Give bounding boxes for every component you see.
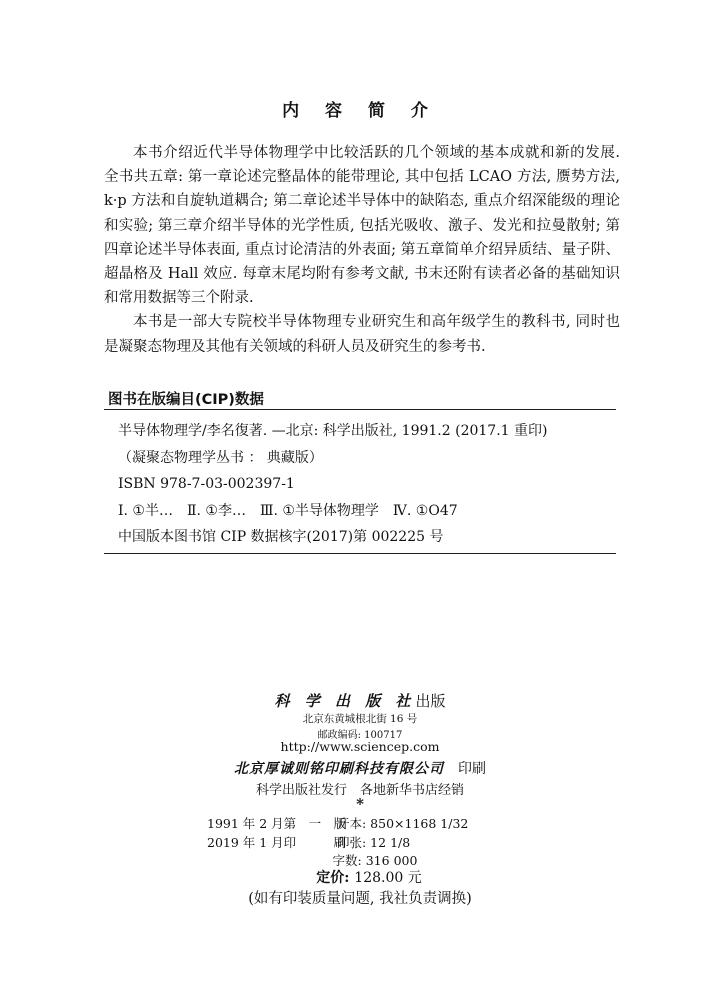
printer-name: 北京厚诚则铭印刷科技有限公司 xyxy=(234,761,444,777)
page-title: 内 容 简 介 xyxy=(282,101,438,121)
cip-line-title: 半导体物理学/李名復著. —北京: 科学出版社, 1991.2 (2017.1 重印) xyxy=(118,423,548,439)
cip-line-classification: Ⅰ. ①半… Ⅱ. ①李… Ⅲ. ①半导体物理学 Ⅳ. ①O47 xyxy=(118,502,458,519)
spec-row xyxy=(0,834,720,853)
price-value: 128.00 元 xyxy=(354,870,422,886)
cip-record xyxy=(118,418,547,551)
price-label: 定价: xyxy=(316,870,350,886)
edition-specs xyxy=(0,815,720,852)
publisher-line xyxy=(0,690,720,711)
printing-info: 2019 年 1 月印 刷 xyxy=(207,834,347,850)
publisher-address: 北京东黄城根北街 16 号 xyxy=(302,713,418,725)
publisher-suffix: 出版 xyxy=(415,692,446,710)
price-line xyxy=(0,867,720,887)
printer-suffix: 印刷 xyxy=(458,761,486,777)
cip-heading: 图书在版编目(CIP)数据 xyxy=(108,392,264,408)
cip-line-series: （凝聚态物理学丛书 ： 典藏版） xyxy=(118,449,323,466)
printer-line xyxy=(0,758,720,778)
format-info: 开本: 850×1168 1/32 xyxy=(337,816,469,831)
publisher-website: http://www.sciencep.com xyxy=(280,739,440,754)
summary-paragraph-2: 本书是一部大专院校半导体物理专业研究生和高年级学生的教科书, 同时也是凝聚态物理及其他有关领域的科研人员及研究生的参考书. xyxy=(104,314,620,355)
spec-row xyxy=(0,815,720,834)
content-summary xyxy=(104,141,620,359)
summary-paragraph-1: 本书介绍近代半导体物理学中比较活跃的几个领域的基本成就和新的发展. 全书共五章: 第一章论述完整晶体的能带理论, 其中包括 LCAO 方法, 赝势方法, k·p 方法和自旋轨道耦合; 第二章论述半导体中的缺陷态, 重点介绍深能级的理论和实验; 第三章介绍半导体的光学性质, 包括光吸收、激子、发光和拉曼散射; 第四章论述半导体表面, 重点讨论清洁的外表面; 第五章简单介绍异质结、量子阱、超晶格及 Hall 效应. 每章末尾均附有参考文献, 书末还附有读者必备的基础知识和常用数据等三个附录. xyxy=(104,145,620,307)
cip-line-record-number: 中国版本图书馆 CIP 数据核字(2017)第 002225 号 xyxy=(118,529,444,545)
word-count: 字数: 316 000 xyxy=(332,853,418,868)
publisher-postcode: 邮政编码: 100717 xyxy=(317,730,403,741)
edition-info: 1991 年 2 月第 一 版 xyxy=(207,816,347,831)
cip-top-divider xyxy=(104,409,616,410)
publisher-name: 科 学 出 版 社 xyxy=(274,692,416,710)
sheets-info: 印张: 12 1/8 xyxy=(337,834,411,850)
cip-bottom-divider xyxy=(104,553,616,554)
cip-line-isbn: ISBN 978-7-03-002397-1 xyxy=(118,476,295,492)
distribution-line: 科学出版社发行 各地新华书店经销 xyxy=(255,783,464,798)
separator-asterisk: * xyxy=(356,795,364,813)
quality-notice: (如有印装质量问题, 我社负责调换) xyxy=(248,891,472,907)
